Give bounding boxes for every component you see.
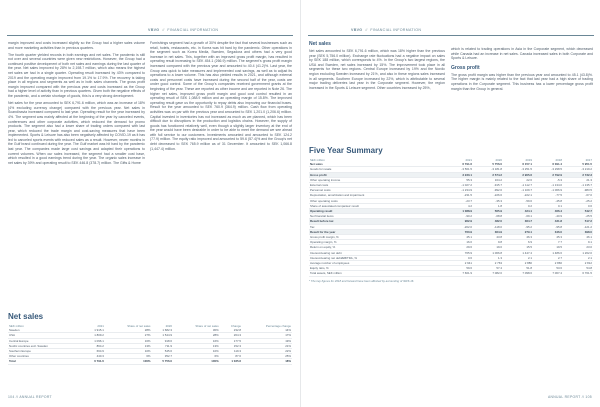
table-cell: 43.8 — [473, 235, 503, 240]
table-cell: -226.6 — [473, 193, 503, 198]
table-cell: -59.6 — [503, 198, 533, 203]
page-footer: ANNUAL REPORT // 105 — [547, 395, 592, 399]
table-cell: 5 756.0 — [152, 359, 173, 364]
table-cell: 545.6 — [152, 349, 173, 354]
table-cell: -1 134.0 — [533, 183, 563, 188]
table-cell: 16% — [173, 338, 220, 343]
table-cell: 19% — [242, 338, 292, 343]
table-cell: 466.4 — [533, 209, 563, 214]
five-year-block — [309, 146, 593, 283]
table-cell: 1.3 — [473, 255, 503, 260]
table-cell: 14% — [242, 328, 292, 333]
table-cell: -3 561.5 — [443, 167, 473, 172]
table-cell: -222.1 — [503, 193, 533, 198]
table-cell: -1 027.2 — [443, 183, 473, 188]
table-cell: Net sales — [309, 162, 443, 167]
table-cell: 10% — [173, 349, 220, 354]
table-cell: -121.2 — [563, 224, 593, 229]
table-cell: 279.1 — [503, 229, 533, 234]
table-cell: -231.5 — [443, 193, 473, 198]
table-cell: -77.5 — [533, 193, 563, 198]
table-cell: 29.6 — [443, 245, 473, 250]
five-year-table-body — [309, 162, 593, 276]
table-cell: 23.0 — [563, 245, 593, 250]
five-year-heading: Five Year Summary — [309, 146, 383, 155]
table-row — [8, 359, 292, 364]
table-cell: 424.1 — [503, 209, 533, 214]
table-cell: Depreciation, amortization and impairment — [309, 193, 443, 198]
table-cell: 0.6 — [563, 203, 593, 208]
table-cell: -5.3 — [533, 177, 563, 182]
table-cell: 87.6 — [220, 354, 242, 359]
table-cell: Other operating income — [309, 177, 443, 182]
table-cell: 16% — [105, 338, 152, 343]
table-cell: 6 761.5 — [563, 271, 593, 276]
page-footer: 104 // ANNUAL REPORT — [8, 395, 52, 399]
table-cell: 18% — [242, 359, 292, 364]
net-sales-heading: Net sales — [8, 312, 44, 321]
table-cell: 9.8 — [473, 240, 503, 245]
table-cell: 1 915.1 — [83, 328, 104, 333]
table-cell: 7 661.9 — [443, 271, 473, 276]
table-cell: 664.9 — [83, 349, 104, 354]
header-separator: // — [162, 27, 165, 32]
table-cell: Other countries — [8, 354, 83, 359]
table-cell: -3 219.2 — [563, 167, 593, 172]
table-cell: 1 096.1 — [83, 338, 104, 343]
net-sales-table-block — [8, 312, 292, 365]
table-cell: 2 880 — [503, 261, 533, 266]
column-header: 2019 — [525, 158, 532, 162]
table-cell: 177.5 — [220, 338, 242, 343]
table-cell: 2 812 — [563, 261, 593, 266]
table-cell: Return on equity, % — [309, 245, 443, 250]
table-cell: Average number of employees — [309, 261, 443, 266]
table-cell: Southern Europe — [8, 349, 83, 354]
table-cell: 1 809.2 — [83, 333, 104, 338]
table-cell: Central Europe — [8, 338, 83, 343]
table-cell: -3 181.8 — [473, 167, 503, 172]
page-header — [351, 26, 421, 33]
table-cell: 54.8 — [563, 266, 593, 271]
table-cell: 440.3 — [83, 354, 104, 359]
table-cell: 2 941 — [443, 261, 473, 266]
table-cell: 1 066.8 — [473, 250, 503, 255]
table-cell: 2 792.9 — [533, 172, 563, 177]
table-cell: -3 298.5 — [533, 167, 563, 172]
header-separator: // — [365, 27, 368, 32]
table-cell: 364.7 — [503, 219, 533, 224]
paragraph: Net sales amounted to SEK 6,791.6 million, which was 18% higher than the previous year (SEK 5,756.0 million). Exchange rate fluctuations had a negative impact on sales by SEK 188 million, which corresponds to 4%. In the Group's two largest regions, the USA and Sweden, net sales increased by 15%. The improvement took place in all segments for these two regions. Central Europe increased by 19% and the Nordic region excluding Sweden increased by 21%, and also in these regions sales increased in all segments. Southern Europe increased by 22%, which is attributable to several major trading deliveries last year in the Corporate segment. However, the region increased in the Sports & Leisure segment. Other countries increased by 25%, — [309, 49, 445, 90]
table-cell: 2 905.6 — [503, 172, 533, 177]
table-cell: -3 251.5 — [503, 167, 533, 172]
table-cell: 7.7 — [533, 240, 563, 245]
table-cell: 13% — [173, 343, 220, 348]
table-cell: -915.7 — [473, 183, 503, 188]
table-cell: 45.3 — [533, 235, 563, 240]
section-label: FINANCIAL INFORMATION — [167, 27, 219, 32]
table-cell: 6 091.4 — [533, 162, 563, 167]
column-header: Percentage change — [265, 324, 291, 328]
table-cell: -40.9 — [533, 214, 563, 219]
table-cell: 4.2 — [443, 203, 473, 208]
table-cell: 7 082.0 — [473, 271, 503, 276]
header-rule — [308, 35, 594, 36]
table-cell: Goods for resale — [309, 167, 443, 172]
table-cell: 6% — [173, 354, 220, 359]
column-header: 2020 — [495, 158, 502, 162]
table-cell: -95.2 — [503, 224, 533, 229]
table-cell: 100% — [173, 359, 220, 364]
table-cell: 2.1 — [563, 255, 593, 260]
table-cell: -25.2 — [563, 198, 593, 203]
column-header: 2017 — [585, 158, 592, 162]
column-header: 2021 — [465, 158, 472, 162]
table-cell: 7 067.4 — [533, 271, 563, 276]
table-cell: -23.7 — [443, 198, 473, 203]
table-cell: Personnel costs — [309, 188, 443, 193]
table-cell: -90.2 — [443, 214, 473, 219]
table-cell: Other operating costs — [309, 198, 443, 203]
table-cell: -1 112.7 — [503, 183, 533, 188]
table-cell: -118.0 — [473, 224, 503, 229]
table-cell: 517.2 — [563, 219, 593, 224]
table-cell: 232.8 — [220, 328, 242, 333]
table-cell: 918.6 — [152, 338, 173, 343]
table-cell: Total — [8, 359, 83, 364]
table-cell: 6.9 — [503, 240, 533, 245]
table-cell: 13% — [105, 343, 152, 348]
column-header: Share of net sales — [127, 324, 151, 328]
table-cell: USA — [8, 333, 83, 338]
table-cell: 57.4 — [473, 266, 503, 271]
right-column-2 — [451, 47, 593, 94]
table-cell: 19.0 — [473, 245, 503, 250]
table-cell: 21% — [242, 343, 292, 348]
table-cell: -35.3 — [473, 198, 503, 203]
table-cell: 22% — [242, 349, 292, 354]
table-cell: 1 682.3 — [152, 328, 173, 333]
table-cell: 46.3 — [503, 235, 533, 240]
table-cell: 59.6 — [443, 266, 473, 271]
column-header: SEK million — [310, 158, 325, 162]
column-header: 2021 — [97, 324, 104, 328]
table-cell: Operating result — [309, 209, 443, 214]
table-cell: 2.1 — [503, 255, 533, 260]
table-cell: 53.6 — [533, 266, 563, 271]
table-cell: Net financial items — [309, 214, 443, 219]
table-cell: 1.8 — [473, 203, 503, 208]
table-cell: 45.1 — [443, 235, 473, 240]
gross-profit-heading: Gross profit — [451, 64, 480, 71]
table-cell: -95.8 — [533, 224, 563, 229]
table-cell: 22.6 — [503, 177, 533, 182]
table-cell: 431.8 — [533, 219, 563, 224]
table-cell: 28% — [105, 328, 152, 333]
table-cell: 19.5 — [533, 245, 563, 250]
net-sales-subheading: Net sales — [309, 41, 331, 47]
net-sales-table-body — [8, 328, 292, 364]
table-cell: 5 951.5 — [563, 162, 593, 167]
column-header: SEK million — [9, 324, 24, 328]
footnote: * The key figures for 2018 and forward have been affected by accounting of IFRS 16. — [309, 278, 415, 283]
brand-label: VBVG — [148, 27, 160, 32]
five-year-table — [309, 158, 593, 277]
paragraph: Furnishings segment had a growth of 30% despite the fact that several businesses such as retail, hotels, restaurants, etc. in Korea was hit hard by the pandemic. Other operations in the segment such as Korea Media, Sweden, Segadora and others had a very good increase in net sales. This, together with an improved gross profit margin, has resulted in operating result increasing to SEK 454.1 (266.9) million. The segment's gross profit margin increased compared with the previous year and amounted to 40.4 (41.2)%. Last year, the Group was quick to take measures and implemented cost savings, as well as to adjust its operations to a lower volume. This has also yielded results in 2021, and although external costs and personnel costs have increased during the second half of the year, costs are under good control. Some of the Group's companies received government grants at the beginning of the year. These are reported as other income and are reported in Note 26. The higher net sales, improved gross profit margin and good cost control resulted in an operating result of SEK 1,088.9 million and an operating margin of 15.8%. The improved operating result gave us the opportunity to repay debts also improving our financial buses. Result for the year amounted to SEK 760.9 (364.9) million. Cash flow from operating activities was on par with the previous year and amounted to SEK 1,201.0 (1,206.6) million. Capital invested in inventories has not increased as much as we planned, which has been difficult due to disruptions in the production and logistics chains. However, the supply of goods has functioned relatively well, even though a slightly larger inventory at the end of the year would have been desirable in order to be able to meet the demand we see ahead with full service to our customers. Investments amounted and amounted to SEK 124.2 (77.9) million. The equity ratio improved and amounted to 59.6 (57.4)% and the Group's net debt decreased to SEK 765.9 million as of 31 December. It amounted to SEK 1,066.8 (1,447.4) million. — [150, 41, 292, 151]
left-column-2 — [150, 41, 292, 154]
table-cell: 2 866 — [533, 261, 563, 266]
table-cell: 2 763 — [473, 261, 503, 266]
table-cell: 28% — [173, 333, 220, 338]
left-column-1 — [8, 41, 145, 168]
table-cell: 0.6 — [443, 255, 473, 260]
table-cell: Operating margin, % — [309, 240, 443, 245]
table-cell: 364.9 — [473, 229, 503, 234]
table-cell: -45.8 — [533, 198, 563, 203]
header-rule — [7, 35, 293, 36]
table-cell: Gross profit margin, % — [309, 235, 443, 240]
table-cell: -992.6 — [473, 188, 503, 193]
table-cell: 9.1 — [563, 240, 593, 245]
table-cell: -25.5 — [563, 214, 593, 219]
table-cell: 565.9 — [473, 209, 503, 214]
table-cell: -1 234.9 — [443, 188, 473, 193]
table-cell: 1 035.6 — [220, 359, 242, 364]
table-cell: 55.3 — [443, 177, 473, 182]
table-cell: Result before tax — [309, 219, 443, 224]
table-cell: 0.1 — [533, 203, 563, 208]
column-header: Change — [230, 324, 242, 328]
table-cell: -1 066.9 — [533, 188, 563, 193]
table-cell: 51.8 — [503, 266, 533, 271]
table-cell: External costs — [309, 183, 443, 188]
table-cell: 352.7 — [152, 354, 173, 359]
table-cell: 152.3 — [220, 343, 242, 348]
table-cell: -67.0 — [563, 193, 593, 198]
table-cell: Interest-bearing net debt — [309, 250, 443, 255]
table-cell: 100% — [105, 359, 152, 364]
table-cell: 6 157.1 — [503, 162, 533, 167]
table-cell: -1 109.7 — [503, 188, 533, 193]
table-cell: 10% — [105, 349, 152, 354]
net-sales-table — [8, 324, 292, 365]
table-cell: 6% — [105, 354, 152, 359]
table-cell: 27% — [105, 333, 152, 338]
table-cell: 6 791.6 — [83, 359, 104, 364]
table-cell: Sweden — [8, 328, 83, 333]
table-cell: Share of associated companies' result — [309, 203, 443, 208]
table-cell: Nordic countries excl. Sweden — [8, 343, 83, 348]
table-cell: 119.3 — [220, 349, 242, 354]
table-cell: 398.0 — [563, 229, 593, 234]
page-header — [148, 26, 218, 33]
brand-label: VBVG — [351, 27, 363, 32]
table-cell: -983.5 — [563, 188, 593, 193]
section-label: FINANCIAL INFORMATION — [370, 27, 422, 32]
right-column-1 — [309, 41, 445, 93]
table-cell: 1 088.9 — [443, 209, 473, 214]
table-cell: 1 447.4 — [503, 250, 533, 255]
table-cell: 25% — [242, 354, 292, 359]
table-cell: 5 756.0 — [473, 162, 503, 167]
table-cell: 1 486.6 — [533, 250, 563, 255]
table-row — [309, 271, 593, 276]
table-cell: 2.7 — [533, 255, 563, 260]
table-cell: Tax — [309, 224, 443, 229]
table-cell: Gross profit — [309, 172, 443, 177]
table-cell: 46.1 — [563, 235, 593, 240]
table-cell: -68.8 — [473, 214, 503, 219]
table-cell: Total assets, SEK million — [309, 271, 443, 276]
table-cell: 6 791.6 — [443, 162, 473, 167]
right-page — [300, 0, 600, 407]
table-cell: 30% — [173, 328, 220, 333]
table-cell: 1 544.9 — [152, 333, 173, 338]
table-cell: 16.0 — [443, 240, 473, 245]
paragraph: Net sales for the year amounted to SEK 6,791.6 million, which was an increase of 18% (4% excluding currency change) compared with the previous year. Net sales in Scandinavia increased compared to last year. Operating result for the year increased by 4%. The segment was mainly affected at the beginning of the year by canceled events, conferences and other corporate activities, which reduced the demand for promo products. The segment also had a lower share of trading orders compared with last year, which reduced the trade margin and cost-saving measures that have been implemented. Sports & Leisure has also been negatively affected by COVID-19 as it has led to canceled sports events with reduced sales as a result. However, newer months in the Gulf brand continued during the year. The Gulf market was hit hard by the pandemic last year. The companies made large cost savings and adapted their operations to current volumes. When our sales increased, the segment had a smaller cost base, which resulted in a good earnings trend during the year. The organic sales increase in net sales by 39% and operating result to SEK 446.8 (378.7) million. The Gifts & Home — [8, 101, 145, 165]
paragraph: The gross profit margin was higher than the previous year and amounted to 45.1 (43.8)%. The higher margin is mainly related to the fact that last year had a high share of trading operations in the Corporate segment. This business has a lower percentage gross profit margin than the Group in general. — [451, 72, 593, 91]
table-cell: -69.1 — [503, 214, 533, 219]
table-cell: 2 732.3 — [563, 172, 593, 177]
table-cell: Interest-bearing net debt/EBITDA, % — [309, 255, 443, 260]
table-cell: 962.9 — [443, 219, 473, 224]
column-header: Share of net sales — [195, 324, 219, 328]
column-header: 2020 — [165, 324, 172, 328]
table-cell: -1 135.7 — [563, 183, 593, 188]
table-cell: 1 262.0 — [563, 250, 593, 255]
table-cell: Equity ratio, % — [309, 266, 443, 271]
table-cell: 542.7 — [563, 209, 593, 214]
paragraph: which is related to trading operations in Asia in the Corporate segment, which decreased while Canada had an increase in net sales. Canada increased sales in both Corporate and Sports & Leisure. — [451, 47, 593, 61]
table-cell: 765.9 — [443, 250, 473, 255]
table-cell: 0.2 — [503, 203, 533, 208]
table-cell: -202.0 — [443, 224, 473, 229]
table-cell: 760.9 — [443, 229, 473, 234]
table-cell: 164.2 — [473, 177, 503, 182]
table-cell: 711.9 — [152, 343, 173, 348]
table-cell: 2 574.2 — [473, 172, 503, 177]
table-cell: 346.0 — [533, 229, 563, 234]
table-cell: 264.3 — [220, 333, 242, 338]
table-cell: 482.0 — [473, 219, 503, 224]
table-cell: 864.2 — [83, 343, 104, 348]
column-header: 2018 — [555, 158, 562, 162]
table-cell: 3 230.1 — [443, 172, 473, 177]
table-cell: 7 098.6 — [503, 271, 533, 276]
table-cell: Result for the year — [309, 229, 443, 234]
table-cell: 15.5 — [503, 245, 533, 250]
paragraph: The fourth quarter yielded records in both earnings and net sales. The pandemic is still not over and several countries were given new restrictions. However, the Group had a continued positive development of both net sales and earnings during the last quarter of the year. Net sales improved by 28% to 2,198.7 million, which also means the highest net sales we had in a single quarter. Operating result increased by 43% compared to 2019 and the operating margin improved from 19.1% to 17.9%. The recovery is taking place in all regions and segments as well as in both sales channels. The gross profit margin improved compared with the previous year and costs increased as the Group had a higher level of activity than in previous quarters. Given both the negative effects of the pandemic, and a certain shortage of goods, this is a very strong development. — [8, 52, 145, 99]
paragraph: margin improved and costs increased slightly so the Group had a higher sales volume and more marketing activities than in previous quarters. — [8, 41, 145, 50]
table-cell: 17% — [242, 333, 292, 338]
table-cell: 21.3 — [563, 177, 593, 182]
